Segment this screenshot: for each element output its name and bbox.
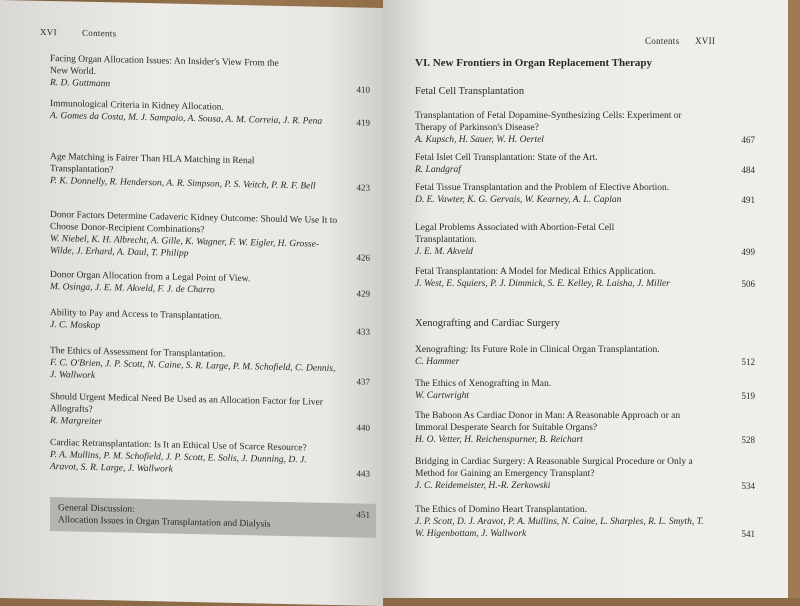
entry-title: Should Urgent Medical Need Be Used as an Allocation Factor for Liver Allografts? [50,392,323,415]
toc-entry [415,410,755,446]
entry-title: The Ethics of Domino Heart Transplantation. [415,505,588,515]
entry-title: Ability to Pay and Access to Transplantation. [50,308,222,322]
general-discussion-page: 451 [356,509,370,520]
entry-title: Fetal Tissue Transplantation and the Problem of Elective Abortion. [415,183,670,193]
toc-entry [50,437,370,480]
entry-page: 440 [356,422,370,433]
entry-page: 541 [741,529,755,539]
subsection-fetal-cell: Fetal Cell Transplantation [415,86,525,97]
toc-entry [50,391,370,434]
general-discussion-box [50,497,376,538]
entry-authors: P. K. Donnelly, R. Henderson, A. R. Simpson, P. S. Veitch, P. R. F. Bell [50,176,316,192]
toc-entry [415,222,755,258]
entry-page: 512 [741,357,755,367]
right-header-label: Contents [645,36,680,46]
entry-page: 506 [741,279,755,289]
entry-page: 519 [741,391,755,401]
entry-authors: J. C. Reidemeister, H.-R. Zerkowski [415,481,551,491]
entry-authors: H. O. Vetter, H. Reichenspurner, B. Reichart [415,435,583,445]
entry-authors: J. P. Scott, D. J. Aravot, P. A. Mullins, N. Caine, L. Sharples, R. L. Smyth, T. W. Higenbottam, J. Wallwork [415,517,704,539]
left-page [0,0,383,606]
left-header-label: Contents [82,27,117,39]
entry-authors: R. Landgraf [415,165,461,175]
entry-authors: C. Hammer [415,357,460,367]
toc-entry [415,456,755,492]
general-discussion-label: General Discussion: [58,503,135,515]
right-header-number: XVII [695,36,716,46]
entry-authors: J. E. M. Akveld [415,247,473,257]
general-discussion-title: Allocation Issues in Organ Transplantation and Dialysis [58,515,271,530]
entry-page: 528 [741,435,755,445]
entry-title: Bridging in Cardiac Surgery: A Reasonable Surgical Procedure or Only a Method for Gaining an Emergency Transplant? [415,457,693,479]
left-header-number: XVI [40,26,57,38]
entry-authors: R. Margreiter [50,416,103,428]
entry-title: Xenografting: Its Future Role in Clinical Organ Transplantation. [415,345,660,355]
entry-page: 423 [356,182,370,193]
toc-entry [415,504,755,540]
entry-page: 426 [356,252,370,263]
entry-page: 499 [741,247,755,257]
entry-authors: A. Kupsch, H. Sauer, W. H. Oertel [415,135,544,145]
entry-page: 433 [356,326,370,337]
toc-entry [50,307,370,338]
toc-entry [50,345,370,388]
entry-title: Fetal Transplantation: A Model for Medical Ethics Application. [415,267,656,277]
entry-page: 467 [741,135,755,145]
entry-title: Legal Problems Associated with Abortion-Fetal Cell Transplantation. [415,223,615,245]
section-title: VI. New Frontiers in Organ Replacement Therapy [415,57,652,69]
toc-entry [415,378,755,402]
entry-page: 484 [741,165,755,175]
entry-page: 534 [741,481,755,491]
entry-page: 491 [741,195,755,205]
entry-authors: J. C. Moskop [50,320,101,332]
entry-page: 443 [356,468,370,479]
entry-title: Cardiac Retransplantation: Is It an Ethical Use of Scarce Resource? [50,438,307,454]
toc-entry [415,182,755,206]
entry-title: Transplantation of Fetal Dopamine-Synthesizing Cells: Experiment or Therapy of Parkinson's Disease? [415,111,682,133]
subsection-xenografting: Xenografting and Cardiac Surgery [415,318,560,329]
toc-entry [50,98,370,129]
entry-title: Facing Organ Allocation Issues: An Insider's View From the New World. [50,54,279,78]
entry-authors: F. C. O'Brien, J. P. Scott, N. Caine, S. R. Large, P. M. Schofield, C. Dennis, J. Wallwork [50,358,336,381]
entry-authors: R. D. Guttmann [50,78,111,90]
entry-title: Donor Factors Determine Cadaveric Kidney Outcome: Should We Use It to Choose Donor-Recipient Combinations? [50,210,338,236]
toc-entry [50,269,370,300]
toc-entry [50,151,370,194]
entry-authors: D. E. Vawter, K. G. Gervais, W. Kearney, A. L. Caplan [415,195,622,205]
entry-page: 429 [356,288,370,299]
entry-title: Fetal Islet Cell Transplantation: State of the Art. [415,153,598,163]
toc-entry [415,266,755,290]
entry-title: The Ethics of Xenografting in Man. [415,379,552,389]
entry-authors: A. Gomes da Costa, M. J. Sampaio, A. Sousa, A. M. Correia, J. R. Pena [50,111,323,127]
entry-title: Age Matching is Fairer Than HLA Matching in Renal Transplantation? [50,152,255,176]
entry-page: 410 [356,84,370,95]
entry-authors: P. A. Mullins, P. M. Schofield, J. P. Scott, E. Solis, J. Dunning, D. J. Aravot, S. R. Large, J. Wallwork [50,450,307,475]
entry-authors: W. Niebel, K. H. Albrecht, A. Gille, K. Wagner, F. W. Eigler, H. Grosse-Wilde, J. Erhard, A. Daul, T. Philipp [50,234,319,259]
entry-title: The Baboon As Cardiac Donor in Man: A Reasonable Approach or an Immoral Desperate Search for Suitable Organs? [415,411,681,433]
entry-authors: J. West, E. Squiers, P. J. Dimmick, S. E. Kelley, R. Laisha, J. Miller [415,279,670,289]
toc-entry [415,110,755,146]
right-page [383,0,788,598]
toc-entry [50,53,370,96]
toc-entry [415,344,755,368]
toc-entry [50,209,370,264]
entry-title: The Ethics of Assessment for Transplantation. [50,346,226,360]
entry-title: Donor Organ Allocation from a Legal Point of View. [50,270,251,285]
toc-entry [415,152,755,176]
entry-title: Immunological Criteria in Kidney Allocation. [50,99,224,113]
entry-page: 437 [356,376,370,387]
entry-authors: W. Cartwright [415,391,470,401]
entry-authors: M. Osinga, J. E. M. Akveld, F. J. de Charro [50,282,215,296]
entry-page: 419 [356,117,370,128]
